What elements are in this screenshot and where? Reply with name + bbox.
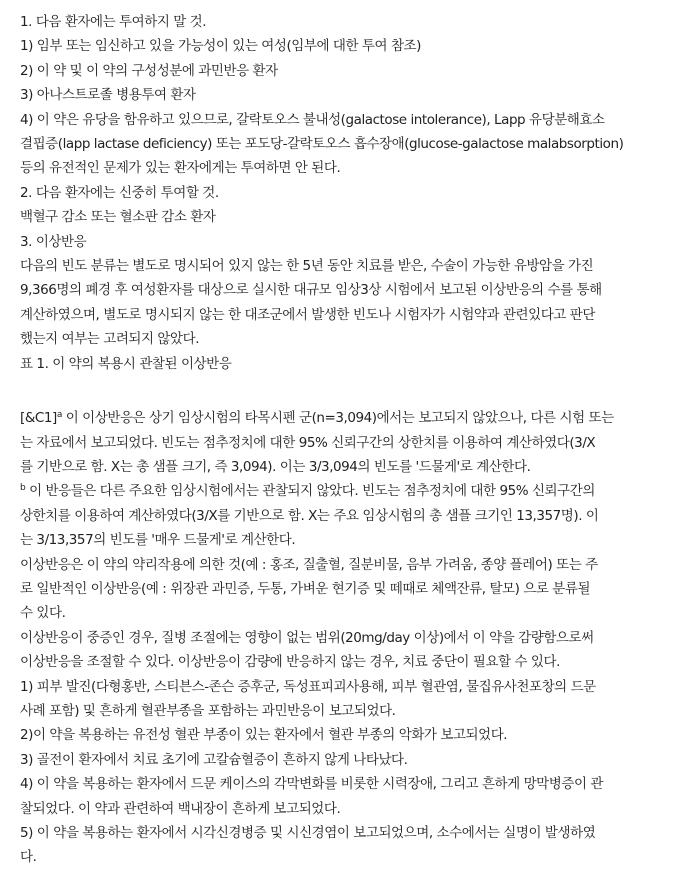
- body-line-12: 5) 이 약을 복용하는 환자에서 시각신경병증 및 시신경염이 보고되었으며, 소수에서는 실명이 발생하였: [20, 825, 596, 841]
- footnote-a-line-1: [20, 406, 681, 430]
- contraindication-item-4-line-1: 4) 이 약은 유당을 함유하고 있으므로, 갈락토오스 불내성(galactose intolerance), Lapp 유당분해효소: [20, 111, 605, 128]
- table-caption: 표 1. 이 약의 복용시 관찰된 이상반응: [20, 355, 232, 372]
- footnote-b-text: 이 반응들은 다른 주요한 임상시험에서는 관찰되지 않았다. 빈도는 점추정치에 대한 95% 신뢰구간의: [25, 483, 595, 500]
- frequency-text-line-1: 다음의 빈도 분류는 별도로 명시되어 있지 않는 한 5년 동안 치료를 받은, 수술이 가능한 유방암을 가진: [20, 258, 594, 275]
- footnote-b-marker: b: [20, 483, 26, 494]
- table-placeholder-gap: [20, 376, 681, 406]
- contraindication-item-3: 3) 아나스트로졸 병용투여 환자: [20, 87, 196, 104]
- footnote-a-line-2: 는 자료에서 보고되었다. 빈도는 점추정치에 대한 95% 신뢰구간의 상한치를 이용하여 계산하였다(3/X: [20, 434, 596, 451]
- frequency-text-line-3: 계산하였으며, 별도로 명시되지 않는 한 대조군에서 발생한 빈도나 시험자가 시험약과 관련있다고 판단: [20, 306, 595, 323]
- footnote-a-line-3: 를 기반으로 함. X는 총 샘플 크기, 즉 3,094). 이는 3/3,094의 빈도를 '드물게'로 계산한다.: [20, 458, 531, 475]
- contraindication-item-1: 1) 임부 또는 임신하고 있을 가능성이 있는 여성(임부에 대한 투여 참조): [20, 38, 421, 55]
- footnote-b-line-1: [20, 479, 681, 503]
- frequency-text-line-2: 9,366명의 폐경 후 여성환자를 대상으로 실시한 대규모 임상3상 시험에서 보고된 이상반응의 수를 통해: [20, 282, 602, 299]
- contraindication-item-4-line-3: 등의 유전적인 문제가 있는 환자에게는 투여하면 안 된다.: [20, 160, 341, 177]
- footnote-b-line-2: 상한치를 이용하여 계산하였다(3/X를 기반으로 함. X는 주요 임상시험의 총 샘플 크기인 13,357명). 이: [20, 507, 599, 524]
- body-line-8: 2)이 약을 복용하는 유전성 혈관 부종이 있는 환자에서 혈관 부종의 악화가 보고되었다.: [20, 727, 508, 744]
- adverse-reactions-heading: 3. 이상반응: [20, 233, 87, 250]
- body-line-13: 다.: [20, 849, 37, 866]
- contraindication-item-2: 2) 이 약 및 이 약의 구성성분에 과민반응 환자: [20, 62, 278, 79]
- body-line-5: 이상반응을 조절할 수 있다. 이상반응이 감량에 반응하지 않는 경우, 치료 중단이 필요할 수 있다.: [20, 654, 560, 671]
- body-line-2: 로 일반적인 이상반응(예 : 위장관 과민증, 두통, 가벼운 현기증 및 떼때로 체액잔류, 탈모) 으로 분류될: [20, 580, 591, 597]
- body-line-9: 3) 골전이 환자에서 치료 초기에 고칼슘혈증이 흔하지 않게 나타났다.: [20, 751, 408, 768]
- footnote-a-prefix: [&C1]: [20, 410, 57, 427]
- contraindication-item-4-line-2: 결핍증(lapp lactase deficiency) 또는 포도당-갈락토오스 흡수장애(glucose-galactose malabsorption): [20, 136, 624, 153]
- body-line-6: 1) 피부 발진(다형홍반, 스티븐스-존슨 증후군, 독성표피괴사용해, 피부 혈관염, 물집유사천포창의 드문: [20, 678, 596, 695]
- contraindication-heading: 1. 다음 환자에는 투여하지 말 것.: [20, 14, 207, 30]
- body-line-7: 사례 포함) 및 흔하게 혈관부종을 포함하는 과민반응이 보고되었다.: [20, 702, 396, 719]
- footnote-b-line-3: 는 3/13,357의 빈도를 '매우 드물게'로 계산한다.: [20, 532, 296, 549]
- footnote-a-text: 이 이상반응은 상기 임상시험의 타목시펜 군(n=3,094)에서는 보고되지 않았으나, 다른 시험 또는: [61, 410, 614, 427]
- body-line-10: 4) 이 약을 복용하는 환자에서 드문 케이스의 각막변화를 비롯한 시력장애, 그리고 흔하게 망막병증이 관: [20, 776, 603, 793]
- body-line-11: 찰되었다. 이 약과 관련하여 백내장이 흔하게 보고되었다.: [20, 800, 341, 817]
- body-line-4: 이상반응이 중증인 경우, 질병 조절에는 영향이 없는 범위(20mg/day 이상)에서 이 약을 감량함으로써: [20, 629, 594, 646]
- body-line-3: 수 있다.: [20, 605, 66, 622]
- footnote-a-marker: a: [56, 410, 62, 421]
- caution-item: 백혈구 감소 또는 혈소판 감소 환자: [20, 209, 216, 226]
- body-line-1: 이상반응은 이 약의 약리작용에 의한 것(예 : 홍조, 질출혈, 질분비물, 음부 가려움, 종양 플레어) 또는 주: [20, 556, 598, 573]
- frequency-text-line-4: 했는지 여부는 고려되지 않았다.: [20, 331, 200, 348]
- caution-heading: 2. 다음 환자에는 신중히 투여할 것.: [20, 184, 219, 201]
